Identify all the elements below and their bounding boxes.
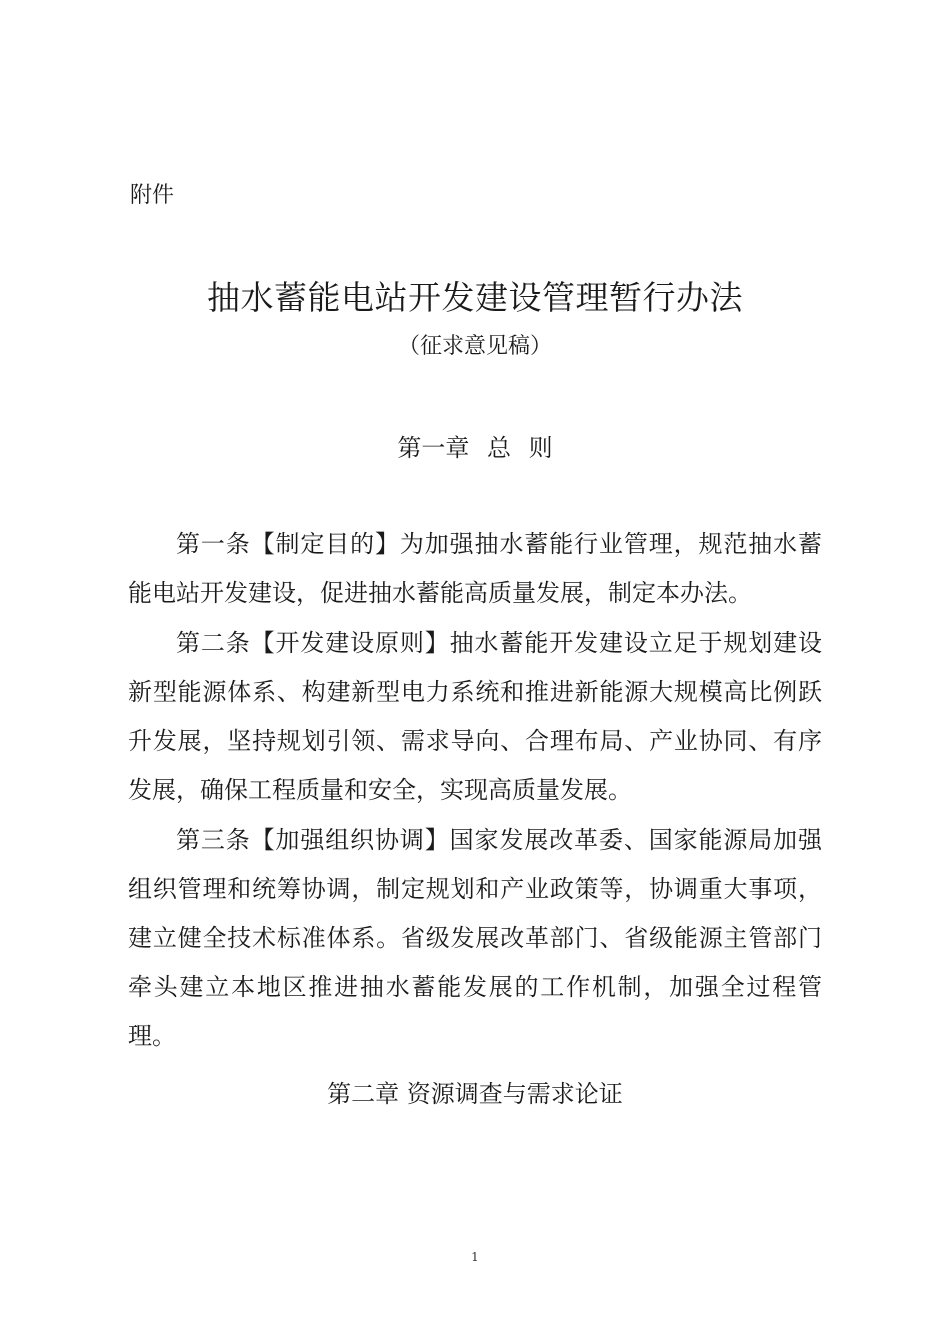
- article-1: 第一条【制定目的】为加强抽水蓄能行业管理，规范抽水蓄能电站开发建设，促进抽水蓄能高质量发展，制定本办法。: [128, 530, 822, 607]
- page-number: 1: [471, 1250, 479, 1264]
- attachment-label: 附件: [130, 183, 175, 208]
- article-2: 第二条【开发建设原则】抽水蓄能开发建设立足于规划建设新型能源体系、构建新型电力系统和推进新能源大规模高比例跃升发展，坚持规划引领、需求导向、合理布局、产业协同、有序发展，确保工程质量和安全，实现高质量发展。: [128, 629, 822, 804]
- chapter-heading-2: 第二章 资源调查与需求论证: [327, 1080, 623, 1108]
- document-title: 抽水蓄能电站开发建设管理暂行办法: [207, 278, 743, 317]
- article-3: 第三条【加强组织协调】国家发展改革委、国家能源局加强组织管理和统筹协调，制定规划和产业政策等，协调重大事项，建立健全技术标准体系。省级发展改革部门、省级能源主管部门牵头建立本地区推进抽水蓄能发展的工作机制，加强全过程管理。: [128, 826, 822, 1050]
- document-subtitle: （征求意见稿）: [397, 334, 552, 359]
- chapter-heading-1: 第一章 总 则: [397, 434, 553, 462]
